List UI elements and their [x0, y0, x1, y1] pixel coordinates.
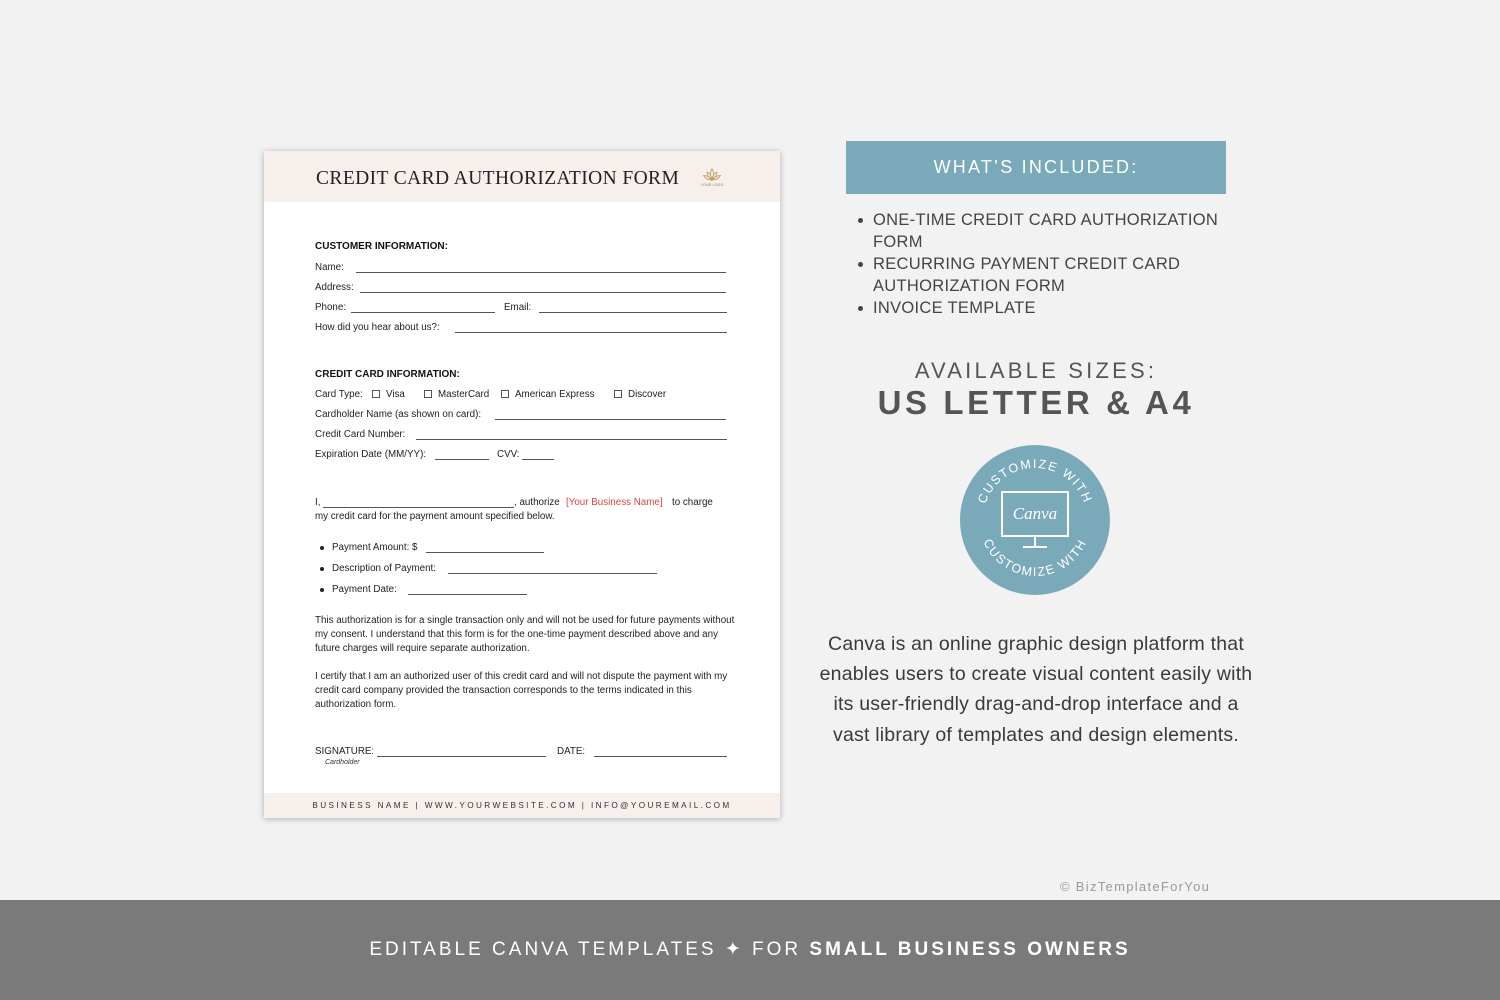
payment-date-label: Payment Date: — [332, 584, 397, 595]
discover-label: Discover — [628, 389, 667, 400]
list-item — [856, 209, 1236, 253]
authorizer-name-field[interactable] — [323, 507, 514, 508]
amex-checkbox[interactable] — [501, 390, 509, 398]
badge-top-text: CUSTOMIZE WITH — [975, 456, 1095, 506]
canva-description: Canva is an online graphic design platform that enables users to create visual content easily with its user-friendly drag-and-drop interface and a vast library of templates and design elements. — [819, 633, 1253, 746]
signature-field[interactable] — [377, 756, 546, 757]
auth-prefix: I, — [315, 497, 321, 508]
name-field[interactable] — [356, 272, 726, 273]
whats-included-title: WHAT’S INCLUDED: — [933, 157, 1139, 177]
terms-paragraph-1: This authorization is for a single transaction only and will not be used for future payments without my consent. I understand that this form is for the one-time payment described above and any future charges will require separate authorization. — [315, 615, 735, 654]
visa-label: Visa — [386, 389, 405, 400]
cvv-label: CVV: — [497, 449, 520, 460]
banner-text-part2: SMALL BUSINESS OWNERS — [809, 939, 1131, 960]
bullet-dot — [320, 567, 324, 571]
email-label: Email: — [504, 302, 532, 313]
form-footer — [264, 793, 780, 818]
phone-label: Phone: — [315, 302, 347, 313]
included-list — [856, 209, 1236, 319]
cvv-field[interactable] — [522, 459, 554, 460]
form-header — [264, 151, 780, 202]
date-field[interactable] — [594, 756, 727, 757]
form-document — [264, 151, 780, 818]
list-item — [856, 297, 1236, 319]
cardholder-name-label: Cardholder Name (as shown on card): — [315, 409, 482, 420]
logo-text: YOUR LOGO — [700, 183, 724, 187]
list-item — [856, 253, 1236, 297]
phone-field[interactable] — [351, 312, 495, 313]
mastercard-checkbox[interactable] — [424, 390, 432, 398]
address-label: Address: — [315, 282, 354, 293]
available-sizes-label: AVAILABLE SIZES: — [914, 358, 1158, 383]
hear-about-label: How did you hear about us?: — [315, 322, 440, 333]
address-field[interactable] — [360, 292, 726, 293]
bullet-dot — [858, 306, 863, 311]
card-section-heading: CREDIT CARD INFORMATION: — [315, 369, 460, 380]
amex-label: American Express — [515, 389, 595, 400]
card-type-label: Card Type: — [315, 389, 363, 400]
hear-about-field[interactable] — [455, 332, 727, 333]
canva-badge-graphic — [960, 445, 1110, 595]
bullet-dot — [320, 588, 324, 592]
card-number-field[interactable] — [416, 439, 727, 440]
payment-date-field[interactable] — [408, 594, 527, 595]
card-number-label: Credit Card Number: — [315, 429, 406, 440]
form-title: CREDIT CARD AUTHORIZATION FORM — [316, 168, 680, 189]
lotus-icon — [702, 168, 722, 182]
business-name-placeholder: [Your Business Name] — [566, 497, 663, 508]
copyright-text: © BizTemplateForYou — [1060, 879, 1211, 894]
bottom-banner — [0, 900, 1500, 1000]
signature-label: SIGNATURE: — [315, 746, 375, 757]
auth-line-2: my credit card for the payment amount specified below. — [315, 511, 555, 522]
customize-with-canva-badge — [960, 445, 1110, 595]
visa-checkbox[interactable] — [372, 390, 380, 398]
lotus-logo-icon — [700, 168, 724, 190]
banner-text — [0, 938, 1500, 961]
discover-checkbox[interactable] — [614, 390, 622, 398]
canva-brand-text: Canva — [1012, 504, 1058, 523]
payment-amount-field[interactable] — [426, 552, 544, 553]
list-item-text: INVOICE TEMPLATE — [873, 299, 1036, 317]
whats-included-header — [846, 141, 1226, 194]
expiration-label: Expiration Date (MM/YY): — [315, 449, 427, 460]
cardholder-caption: Cardholder — [325, 759, 360, 766]
auth-mid-text: , authorize — [514, 497, 560, 508]
name-label: Name: — [315, 262, 344, 273]
payment-amount-label: Payment Amount: $ — [332, 542, 418, 553]
expiration-field[interactable] — [435, 459, 489, 460]
cardholder-name-field[interactable] — [495, 419, 726, 420]
customer-section-heading: CUSTOMER INFORMATION: — [315, 241, 448, 252]
banner-text-part1: EDITABLE CANVA TEMPLATES ✦ FOR — [369, 939, 810, 960]
bullet-dot — [858, 218, 863, 223]
bullet-dot — [320, 546, 324, 550]
email-field[interactable] — [539, 312, 727, 313]
badge-bottom-text: CUSTOMIZE WITH — [980, 536, 1090, 580]
available-sizes-value: US LETTER & A4 — [877, 384, 1195, 421]
payment-description-field[interactable] — [448, 573, 657, 574]
bullet-dot — [858, 262, 863, 267]
footer-contact-text: BUSINESS NAME | WWW.YOURWEBSITE.COM | INFO@YOUREMAIL.COM — [312, 801, 732, 810]
date-label: DATE: — [557, 746, 586, 757]
terms-paragraph-2: I certify that I am an authorized user of this credit card and will not dispute the payment with my credit card company provided the transaction corresponds to the terms indicated in this authorization form. — [315, 671, 728, 710]
list-item-text: RECURRING PAYMENT CREDIT CARD AUTHORIZATION FORM — [873, 255, 1181, 295]
mastercard-label: MasterCard — [438, 389, 490, 400]
list-item-text: ONE-TIME CREDIT CARD AUTHORIZATION FORM — [873, 211, 1219, 251]
auth-suffix-text: to charge — [672, 497, 713, 508]
payment-description-label: Description of Payment: — [332, 563, 437, 574]
